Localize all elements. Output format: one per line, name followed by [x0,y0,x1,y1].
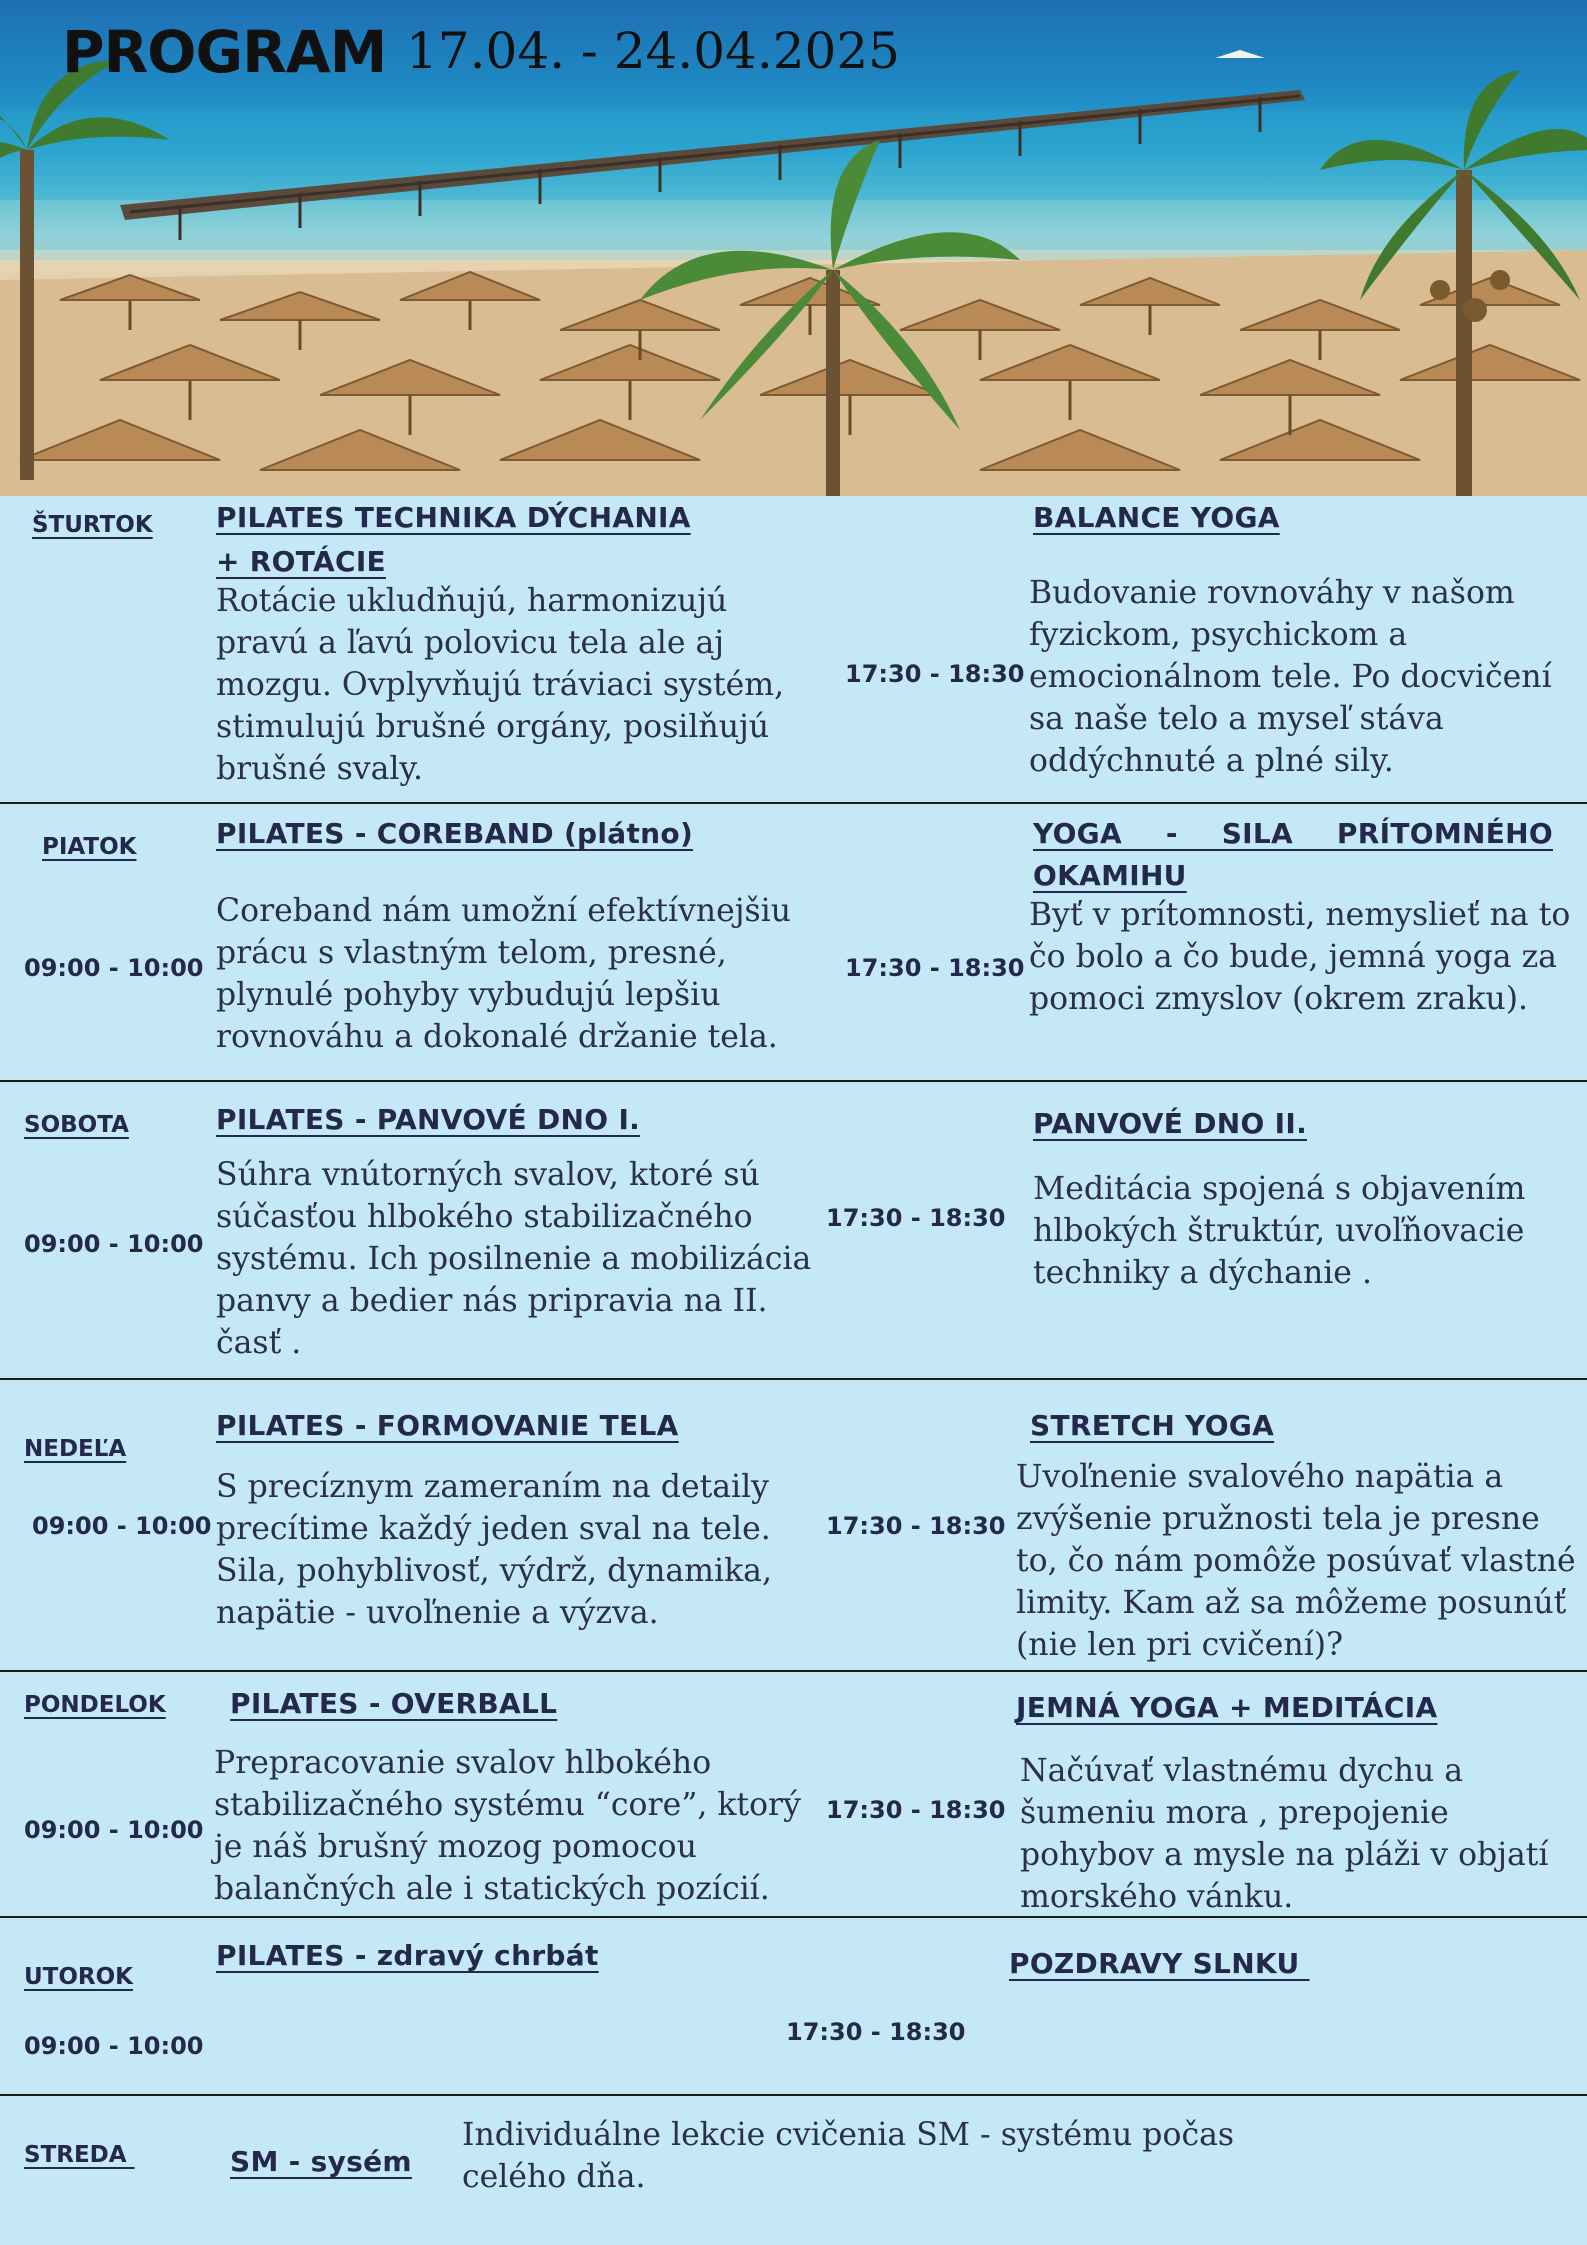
date-range: 17.04. - 24.04.2025 [406,22,900,80]
evening-time: 17:30 - 18:30 [786,2018,966,2046]
morning-class-description: S precíznym zameraním na detaily precítime každý jeden sval na tele. Sila, pohyblivosť, výdrž, dynamika, napätie - uvoľnenie a výzva. [216,1469,772,1631]
morning-time: 09:00 - 10:00 [24,1230,204,1258]
evening-class-title-cont: OKAMIHU [1033,859,1187,892]
morning-class-description: Rotácie ukludňujú, harmonizujú pravú a ľavú polovicu tela ale aj mozgu. Ovplyvňujú tráviaci systém, stimulujú brušné orgány, posilňujú brušné svaly. [216,583,785,787]
evening-class-description: Byť v prítomnosti, nemyslieť na to čo bolo a čo bude, jemná yoga za pomoci zmyslov (okrem zraku). [1029,897,1571,1017]
morning-time: 09:00 - 10:00 [32,1512,212,1540]
evening-time: 17:30 - 18:30 [845,954,1025,982]
day-row-thursday [0,496,1587,802]
evening-class-title: BALANCE YOGA [1033,501,1280,534]
day-label: ŠTURTOK [32,512,153,538]
evening-class-title: YOGA - SILA PRÍTOMNÉHO [1033,817,1553,850]
day-row-saturday [0,1080,1587,1378]
day-row-friday [0,802,1587,1080]
day-row-monday [0,1670,1587,1916]
morning-class-description: Prepracovanie svalov hlbokého stabilizačného systému “core”, ktorý je náš brušný mozog pomocou balančných ale i statických pozícií. [214,1745,801,1907]
morning-time: 09:00 - 10:00 [24,2032,204,2060]
evening-time: 17:30 - 18:30 [826,1204,1006,1232]
morning-class-title: PILATES - COREBAND (plátno) [216,817,694,850]
morning-class-title: PILATES - PANVOVÉ DNO I. [216,1103,641,1136]
evening-class-title: POZDRAVY SLNKU [1009,1947,1310,1980]
day-label: SOBOTA [24,1112,129,1138]
day-row-sunday [0,1378,1587,1670]
morning-class-title: PILATES TECHNIKA DÝCHANIA [216,501,691,534]
morning-time: 09:00 - 10:00 [24,1816,204,1844]
morning-class-description: Súhra vnútorných svalov, ktoré sú súčasťou hlbokého stabilizačného systému. Ich posilnenie a mobilizácia panvy a bedier nás pripravia na II. časť . [216,1157,812,1361]
evening-time: 17:30 - 18:30 [826,1796,1006,1824]
evening-class-description: Načúvať vlastnému dychu a šumeniu mora , prepojenie pohybov a mysle na pláži v objatí morského vánku. [1020,1753,1549,1915]
page-title: PROGRAM [62,18,387,86]
day-label: STREDA [24,2142,135,2168]
evening-class-title: STRETCH YOGA [1030,1409,1275,1442]
day-row-wednesday [0,2094,1587,2245]
class-title: SM - sysém [230,2145,412,2178]
morning-class-title: PILATES - zdravý chrbát [216,1939,599,1972]
day-label: UTOROK [24,1964,134,1990]
day-label: PIATOK [42,834,137,860]
evening-class-description: Budovanie rovnováhy v našom fyzickom, psychickom a emocionálnom tele. Po docvičení sa naše telo a myseľ stáva oddýchnuté a plné sily. [1029,575,1552,779]
hero-banner [0,0,1587,496]
evening-class-description: Meditácia spojená s objavením hlbokých štruktúr, uvoľňovacie techniky a dýchanie . [1033,1171,1526,1291]
evening-class-title: PANVOVÉ DNO II. [1033,1107,1308,1140]
morning-class-title: PILATES - FORMOVANIE TELA [216,1409,679,1442]
evening-time: 17:30 - 18:30 [826,1512,1006,1540]
day-row-tuesday [0,1916,1587,2094]
morning-class-description: Coreband nám umožní efektívnejšiu prácu s vlastným telom, presné, plynulé pohyby vybudujú lepšiu rovnováhu a dokonalé držanie tela. [216,893,791,1055]
evening-class-description: Uvoľnenie svalového napätia a zvýšenie pružnosti tela je presne to, čo nám pomôže posúvať vlastné limity. Kam až sa môžeme posunúť (nie len pri cvičení)? [1016,1459,1576,1663]
morning-class-title-cont: + ROTÁCIE [216,545,386,578]
day-label: PONDELOK [24,1692,166,1718]
class-description: Individuálne lekcie cvičenia SM - systému počas celého dňa. [462,2117,1235,2195]
day-label: NEDEĽA [24,1436,127,1462]
evening-time: 17:30 - 18:30 [845,660,1025,688]
evening-class-title: JEMNÁ YOGA + MEDITÁCIA [1016,1691,1438,1724]
morning-class-title: PILATES - OVERBALL [230,1687,558,1720]
morning-time: 09:00 - 10:00 [24,954,204,982]
